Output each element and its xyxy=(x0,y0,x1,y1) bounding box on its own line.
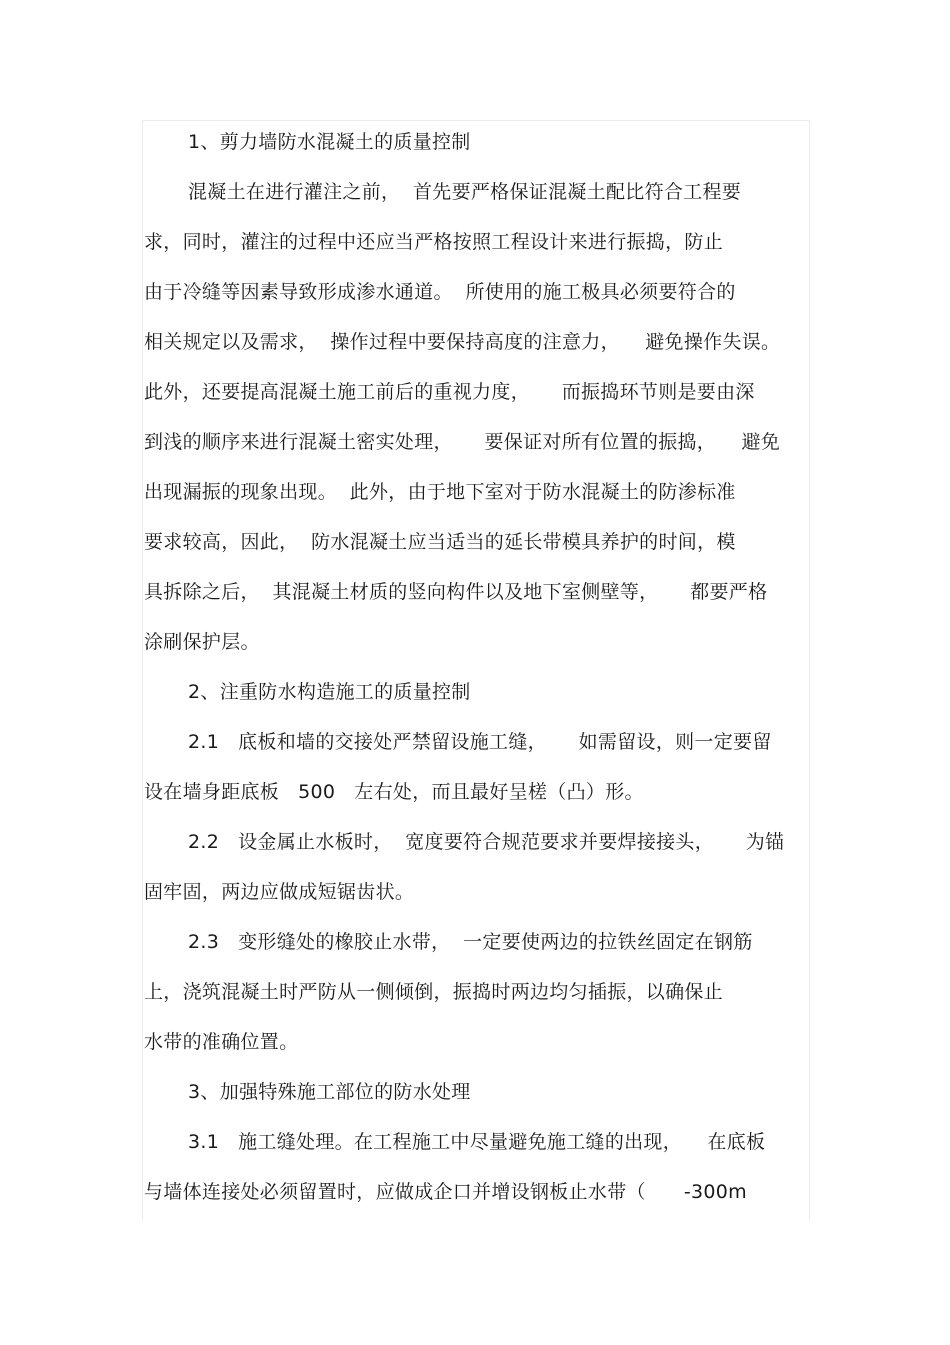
heading-1: 1、剪力墙防水混凝土的质量控制 xyxy=(188,131,471,153)
paragraph-line: 到浅的顺序来进行混凝土密实处理， 要保证对所有位置的振捣， 避免 xyxy=(144,431,781,453)
paragraph-line: 设在墙身距底板 500 左右处，而且最好呈槎（凸）形。 xyxy=(144,781,644,803)
paragraph-line: 2.2 设金属止水板时， 宽度要符合规范要求并要焊接接头， 为锚 xyxy=(188,831,785,853)
paragraph-line: 与墙体连接处必须留置时，应做成企口并增设钢板止水带（ -300m xyxy=(144,1181,747,1203)
paragraph-line: 相关规定以及需求， 操作过程中要保持高度的注意力， 避免操作失误。 xyxy=(144,331,781,353)
heading-2: 2、注重防水构造施工的质量控制 xyxy=(188,681,471,703)
paragraph-line: 水带的准确位置。 xyxy=(144,1031,299,1053)
paragraph-line: 固牢固，两边应做成短锯齿状。 xyxy=(144,881,415,903)
paragraph-line: 此外，还要提高混凝土施工前后的重视力度， 而振捣环节则是要由深 xyxy=(144,381,755,403)
paragraph-line: 2.3 变形缝处的橡胶止水带， 一定要使两边的拉铁丝固定在钢筋 xyxy=(188,931,753,953)
paragraph-line: 涂刷保护层。 xyxy=(144,631,260,653)
paragraph-line: 求，同时，灌注的过程中还应当严格按照工程设计来进行振捣，防止 xyxy=(144,231,724,253)
paragraph-line: 3.1 施工缝处理。在工程施工中尽量避免施工缝的出现， 在底板 xyxy=(188,1131,766,1153)
paragraph-line: 由于冷缝等因素导致形成渗水通道。 所使用的施工极具必须要符合的 xyxy=(144,281,736,303)
paragraph-line: 出现漏振的现象出现。 此外，由于地下室对于防水混凝土的防渗标准 xyxy=(144,481,736,503)
paragraph-line: 具拆除之后， 其混凝土材质的竖向构件以及地下室侧壁等， 都要严格 xyxy=(144,581,768,603)
heading-3: 3、加强特殊施工部位的防水处理 xyxy=(188,1081,471,1103)
paragraph-line: 混凝土在进行灌注之前， 首先要严格保证混凝土配比符合工程要 xyxy=(188,181,742,203)
paragraph-line: 上，浇筑混凝土时严防从一侧倾倒，振捣时两边均匀插振，以确保止 xyxy=(144,981,724,1003)
paragraph-line: 2.1 底板和墙的交接处严禁留设施工缝， 如需留设，则一定要留 xyxy=(188,731,772,753)
paragraph-line: 要求较高，因此， 防水混凝土应当适当的延长带模具养护的时间，模 xyxy=(144,531,736,553)
